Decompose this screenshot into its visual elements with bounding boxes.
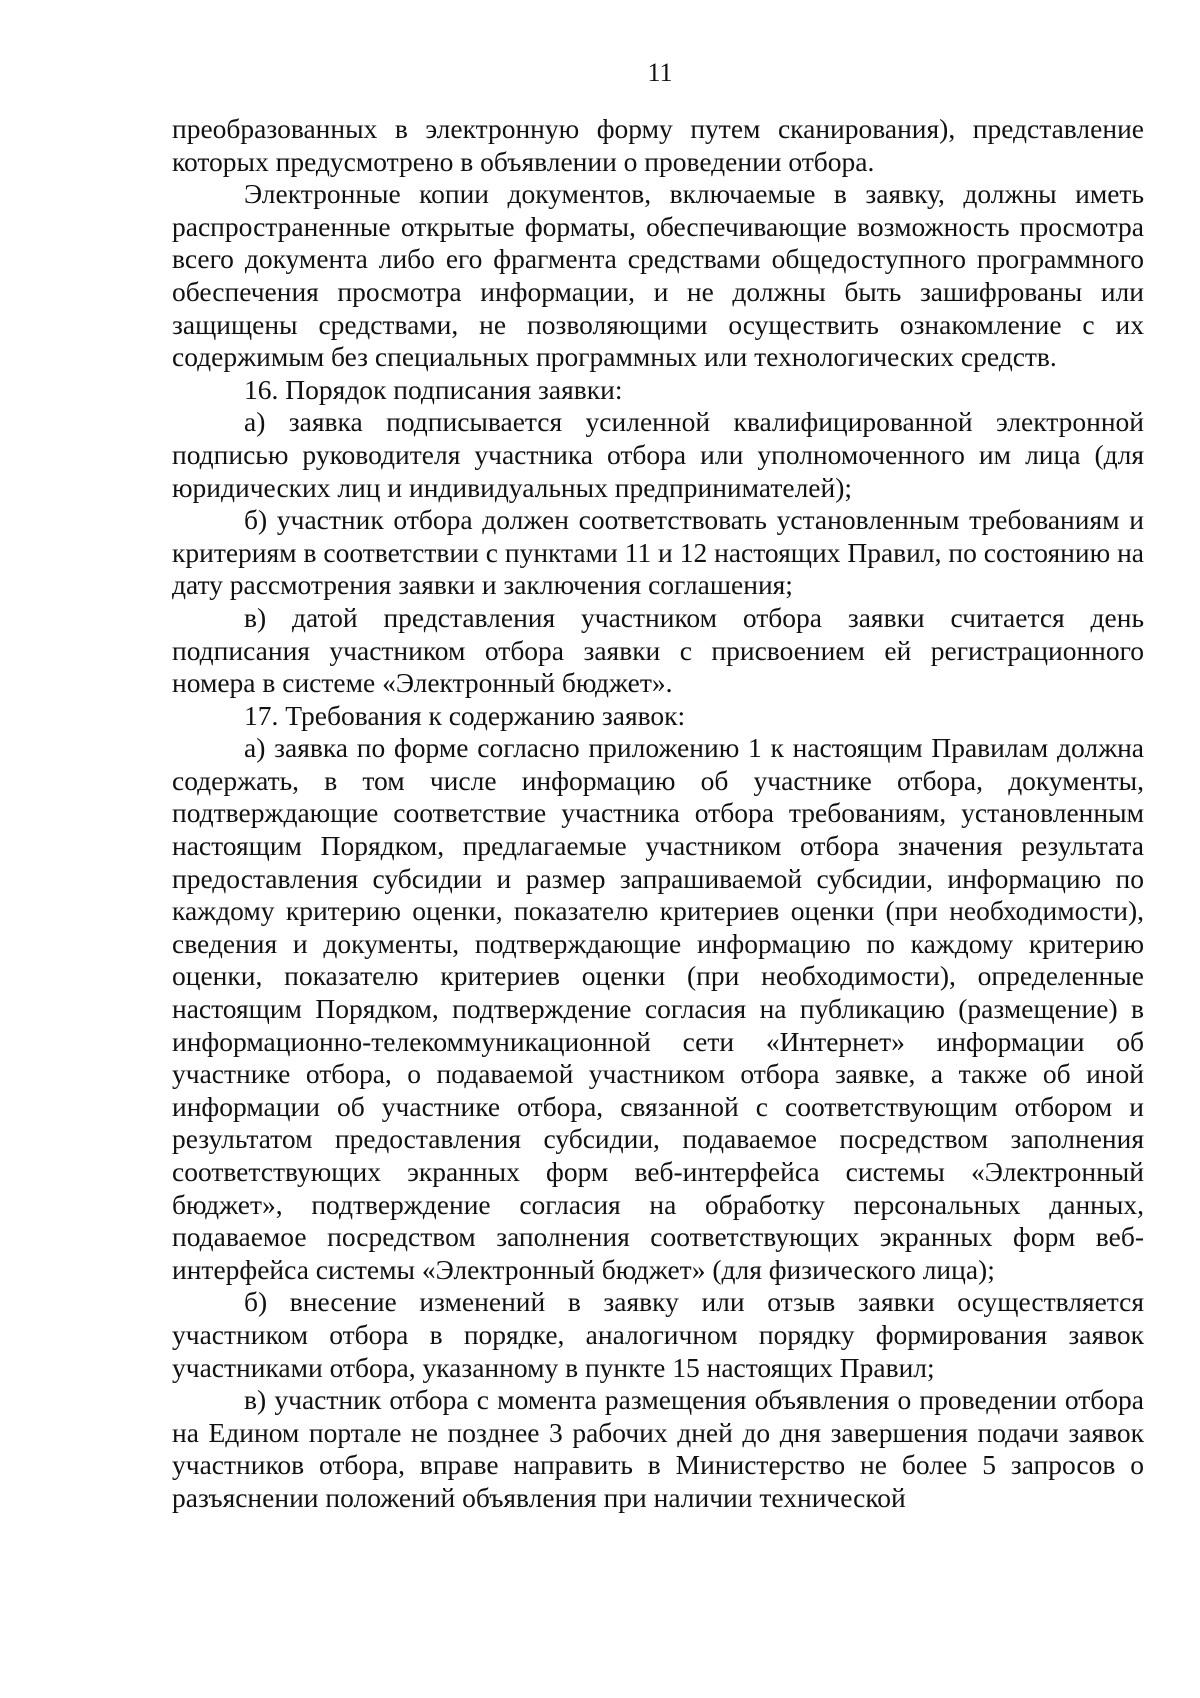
paragraph-electronic-copies: Электронные копии документов, включаемые в заявку, должны иметь распространенные открытые форматы, обеспечивающие возможность просмотра всего документа либо его фрагмента средствами общедоступного программного обеспечения просмотра информации, и не должны быть зашифрованы или защищены средствами, не позволяющими осуществить ознакомление с их содержимым без специальных программных или технологических средств.: [172, 178, 1144, 373]
paragraph-16v: в) датой представления участником отбора заявки считается день подписания участником отбора заявки с присвоением ей регистрационного номера в системе «Электронный бюджет».: [172, 601, 1144, 699]
paragraph-17b: б) внесение изменений в заявку или отзыв заявки осуществляется участником отбора в порядке, аналогичном порядку формирования заявок участниками отбора, указанному в пункте 15 настоящих Правил;: [172, 1286, 1144, 1383]
paragraph-17v: в) участник отбора с момента размещения объявления о проведении отбора на Едином портале не позднее 3 рабочих дней до дня завершения подачи заявок участников отбора, вправе направить в Министерство не более 5 запросов о разъяснении положений объявления при наличии технической: [172, 1384, 1144, 1513]
page-number: 11: [647, 58, 673, 87]
heading-section-16: 16. Порядок подписания заявки:: [244, 373, 623, 405]
paragraph-16a: а) заявка подписывается усиленной квалифицированной электронной подписью руководителя участника отбора или уполномоченного им лица (для юридических лиц и индивидуальных предпринимателей);: [172, 406, 1144, 503]
heading-section-17: 17. Требования к содержанию заявок:: [244, 699, 686, 731]
document-body: [172, 113, 1144, 1515]
paragraph-scan-continuation: преобразованных в электронную форму путем сканирования), представление которых предусмотрено в объявлении о проведении отбора.: [172, 113, 1144, 177]
paragraph-16b: б) участник отбора должен соответствовать установленным требованиям и критериям в соответствии с пунктами 11 и 12 настоящих Правил, по состоянию на дату рассмотрения заявки и заключения соглашения;: [172, 504, 1144, 601]
paragraph-17a: а) заявка по форме согласно приложению 1 к настоящим Правилам должна содержать, в том числе информацию об участнике отбора, документы, подтверждающие соответствие участника отбора требованиям, установленным настоящим Порядком, предлагаемые участником отбора значения результата предоставления субсидии и размер запрашиваемой субсидии, информацию по каждому критерию оценки, показателю критериев оценки (при необходимости), сведения и документы, подтверждающие информацию по каждому критерию оценки, показателю критериев оценки (при необходимости), определенные настоящим Порядком, подтверждение согласия на публикацию (размещение) в информационно-телекоммуникационной сети «Интернет» информации об участнике отбора, о подаваемой участником отбора заявке, а также об иной информации об участнике отбора, связанной с соответствующим отбором и результатом предоставления субсидии, подаваемое посредством заполнения соответствующих экранных форм веб-интерфейса системы «Электронный бюджет», подтверждение согласия на обработку персональных данных, подаваемое посредством заполнения соответствующих экранных форм веб-интерфейса системы «Электронный бюджет» (для физического лица);: [172, 732, 1144, 1285]
